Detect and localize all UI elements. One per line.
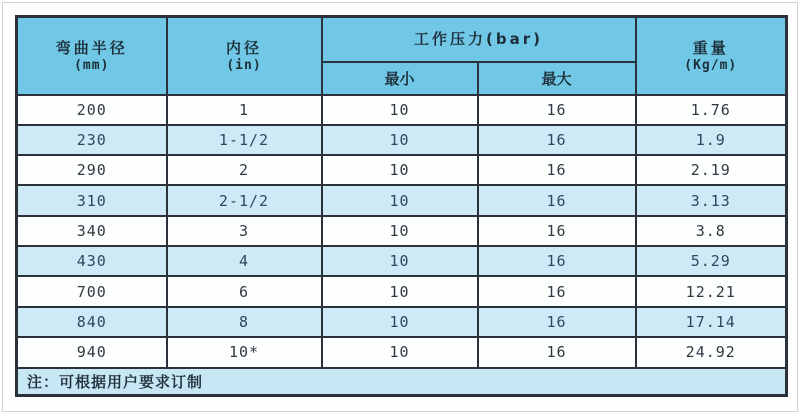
header-inner-diameter bbox=[167, 17, 322, 95]
cell-bend-radius: 840 bbox=[17, 307, 167, 337]
cell-bend-radius: 310 bbox=[17, 185, 167, 215]
custom-order-note: 注：可根据用户要求订制 bbox=[17, 368, 787, 396]
table-row bbox=[17, 95, 787, 125]
cell-bend-radius: 340 bbox=[17, 216, 167, 246]
cell-weight: 12.21 bbox=[636, 276, 787, 306]
header-bend-radius bbox=[17, 17, 167, 95]
header-weight bbox=[636, 17, 787, 95]
header-working-pressure bbox=[322, 17, 636, 62]
cell-weight: 17.14 bbox=[636, 307, 787, 337]
cell-pressure-min: 10 bbox=[322, 337, 478, 367]
cell-inner-diameter: 8 bbox=[167, 307, 322, 337]
table-row bbox=[17, 337, 787, 367]
header-inner-diameter-title: 内径 bbox=[225, 38, 262, 57]
cell-inner-diameter: 4 bbox=[167, 246, 322, 276]
table-row bbox=[17, 216, 787, 246]
cell-inner-diameter: 3 bbox=[167, 216, 322, 246]
cell-inner-diameter: 2-1/2 bbox=[167, 185, 322, 215]
cell-pressure-min: 10 bbox=[322, 95, 478, 125]
cell-pressure-min: 10 bbox=[322, 246, 478, 276]
cell-pressure-min: 10 bbox=[322, 307, 478, 337]
cell-bend-radius: 700 bbox=[17, 276, 167, 306]
header-inner-diameter-unit: (in) bbox=[226, 58, 262, 74]
table-row bbox=[17, 125, 787, 155]
cell-weight: 2.19 bbox=[636, 155, 787, 185]
cell-pressure-max: 16 bbox=[478, 246, 636, 276]
cell-pressure-max: 16 bbox=[478, 185, 636, 215]
cell-bend-radius: 200 bbox=[17, 95, 167, 125]
cell-bend-radius: 290 bbox=[17, 155, 167, 185]
cell-pressure-max: 16 bbox=[478, 337, 636, 367]
cell-inner-diameter: 1 bbox=[167, 95, 322, 125]
cell-bend-radius: 430 bbox=[17, 246, 167, 276]
header-weight-unit: (Kg/m) bbox=[684, 58, 738, 74]
cell-pressure-max: 16 bbox=[478, 216, 636, 246]
header-pressure-max: 最大 bbox=[478, 62, 636, 95]
cell-weight: 24.92 bbox=[636, 337, 787, 367]
cell-pressure-max: 16 bbox=[478, 276, 636, 306]
cell-inner-diameter: 6 bbox=[167, 276, 322, 306]
cell-pressure-min: 10 bbox=[322, 185, 478, 215]
table-row bbox=[17, 246, 787, 276]
header-bend-radius-title: 弯曲半径 bbox=[55, 38, 128, 57]
cell-weight: 3.13 bbox=[636, 185, 787, 215]
cell-pressure-min: 10 bbox=[322, 276, 478, 306]
spec-table bbox=[15, 15, 788, 397]
table-row bbox=[17, 276, 787, 306]
cell-inner-diameter: 1-1/2 bbox=[167, 125, 322, 155]
cell-bend-radius: 940 bbox=[17, 337, 167, 367]
cell-pressure-max: 16 bbox=[478, 155, 636, 185]
cell-pressure-max: 16 bbox=[478, 95, 636, 125]
cell-pressure-min: 10 bbox=[322, 125, 478, 155]
cell-weight: 1.76 bbox=[636, 95, 787, 125]
header-pressure-min: 最小 bbox=[322, 62, 478, 95]
header-working-pressure-title: 工作压力(bar) bbox=[414, 30, 543, 49]
cell-bend-radius: 230 bbox=[17, 125, 167, 155]
cell-weight: 1.9 bbox=[636, 125, 787, 155]
cell-inner-diameter: 10* bbox=[167, 337, 322, 367]
header-bend-radius-unit: (mm) bbox=[74, 58, 110, 74]
cell-weight: 3.8 bbox=[636, 216, 787, 246]
note-row bbox=[17, 368, 787, 396]
cell-pressure-min: 10 bbox=[322, 155, 478, 185]
cell-inner-diameter: 2 bbox=[167, 155, 322, 185]
table-row bbox=[17, 185, 787, 215]
table-row bbox=[17, 307, 787, 337]
cell-pressure-max: 16 bbox=[478, 125, 636, 155]
table-row bbox=[17, 155, 787, 185]
header-weight-title: 重量 bbox=[692, 38, 729, 57]
cell-weight: 5.29 bbox=[636, 246, 787, 276]
cell-pressure-min: 10 bbox=[322, 216, 478, 246]
cell-pressure-max: 16 bbox=[478, 307, 636, 337]
